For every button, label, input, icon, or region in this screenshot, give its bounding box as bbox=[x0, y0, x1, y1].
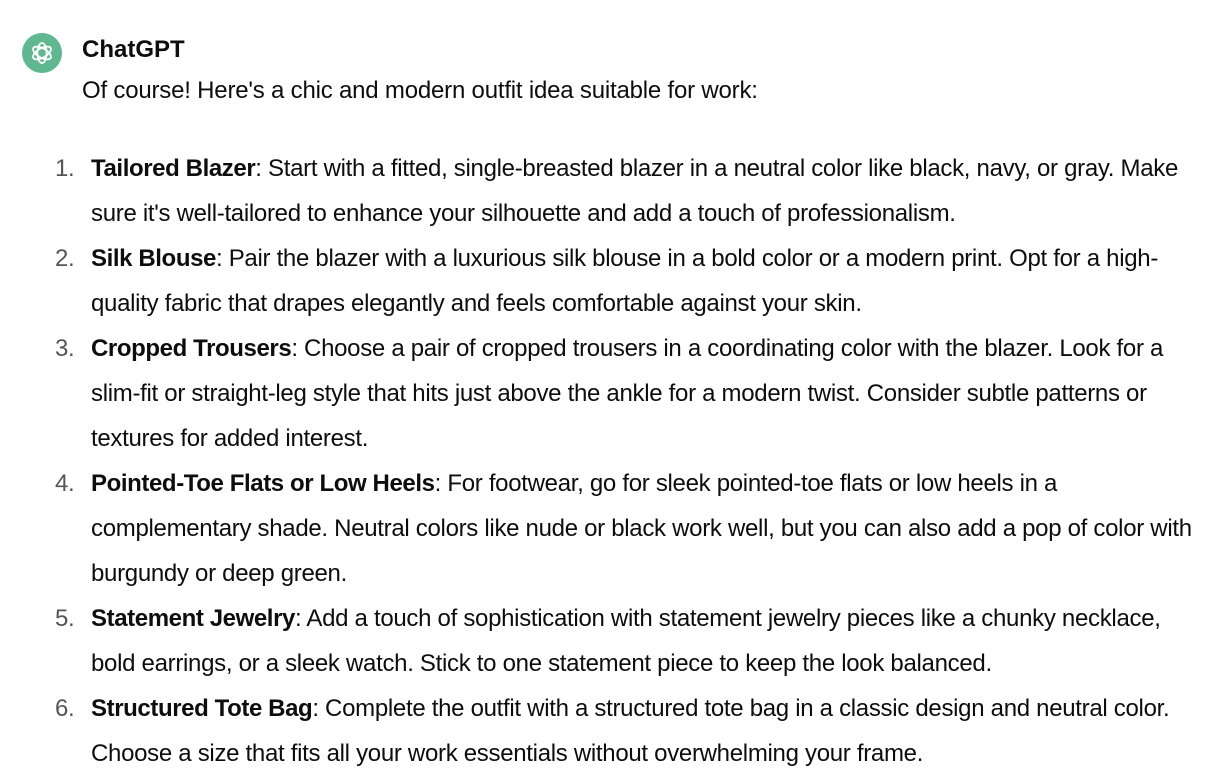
list-item-number: 5. bbox=[55, 605, 75, 632]
list-item-text: : Start with a fitted, single-breasted blazer in a neutral color like black, navy, or gray. Make sure it's well-tailored to enhance your silhouette and add a touch of professionalism. bbox=[91, 155, 1179, 227]
list-item bbox=[55, 146, 1211, 236]
list-item-text: : For footwear, go for sleek pointed-toe flats or low heels in a complementary shade. Neutral colors like nude or black work well, but you can also add a pop of color with burgundy or deep green. bbox=[91, 470, 1192, 587]
list-item-number: 4. bbox=[55, 470, 75, 497]
list-item-term: Tailored Blazer bbox=[91, 155, 256, 182]
openai-logo-icon bbox=[29, 40, 55, 66]
list-item-number: 6. bbox=[55, 695, 75, 722]
list-item-text: : Pair the blazer with a luxurious silk blouse in a bold color or a modern print. Opt for a high-quality fabric that drapes elegantly and feels comfortable against your skin. bbox=[91, 245, 1159, 317]
message-author: ChatGPT bbox=[82, 36, 185, 63]
list-item-term: Pointed-Toe Flats or Low Heels bbox=[91, 470, 435, 497]
list-item-term: Structured Tote Bag bbox=[91, 695, 313, 722]
avatar bbox=[22, 33, 62, 73]
list-item-number: 3. bbox=[55, 335, 75, 362]
list-item-text: : Choose a pair of cropped trousers in a coordinating color with the blazer. Look for a slim-fit or straight-leg style that hits just above the ankle for a modern twist. Consider subtle patterns or textures for added interest. bbox=[91, 335, 1164, 452]
list-item-term: Cropped Trousers bbox=[91, 335, 292, 362]
outfit-list bbox=[55, 146, 1211, 776]
list-item-text: : Add a touch of sophistication with statement jewelry pieces like a chunky necklace, bold earrings, or a sleek watch. Stick to one statement piece to keep the look balanced. bbox=[91, 605, 1161, 677]
list-item-term: Statement Jewelry bbox=[91, 605, 295, 632]
message-intro: Of course! Here's a chic and modern outfit idea suitable for work: bbox=[82, 77, 758, 104]
list-item bbox=[55, 236, 1211, 326]
list-item bbox=[55, 596, 1211, 686]
list-item-term: Silk Blouse bbox=[91, 245, 216, 272]
list-item-number: 2. bbox=[55, 245, 75, 272]
list-item-number: 1. bbox=[55, 155, 75, 182]
list-item bbox=[55, 326, 1211, 461]
list-item bbox=[55, 686, 1211, 776]
list-item-text: : Complete the outfit with a structured tote bag in a classic design and neutral color. Choose a size that fits all your work essentials without overwhelming your frame. bbox=[91, 695, 1170, 767]
list-item bbox=[55, 461, 1211, 596]
